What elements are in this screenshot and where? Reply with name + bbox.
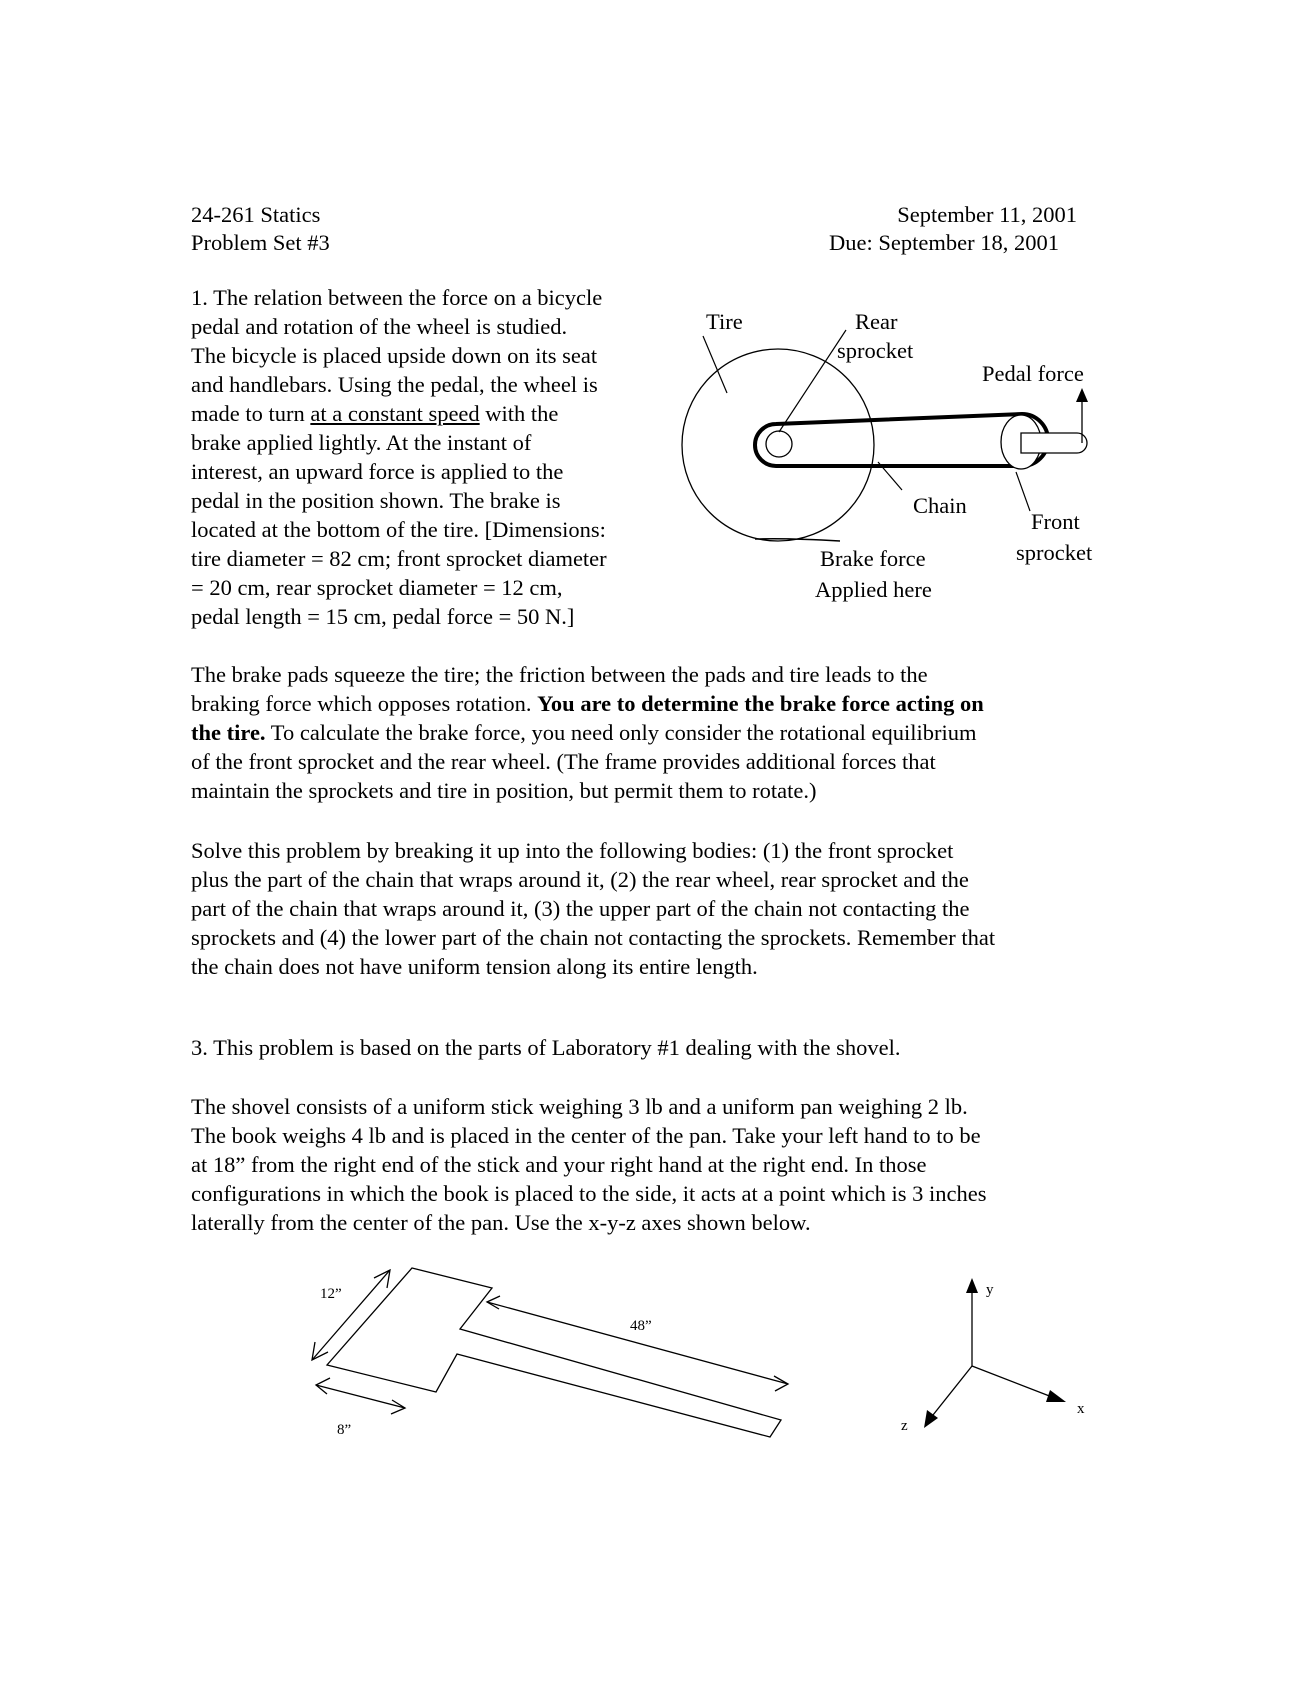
dim-12-line (312, 1270, 390, 1360)
brake-force-label: Brake force (820, 546, 926, 571)
problem-1-line: The bicycle is placed upside down on its seat (191, 343, 598, 368)
hint-line: sprockets and (4) the lower part of the chain not contacting the sprockets. Remember that (191, 925, 996, 950)
rear-sprocket-label: sprocket (837, 338, 914, 363)
dim-8-line (316, 1385, 405, 1408)
course-title: 24-261 Statics (191, 202, 321, 227)
hint-line: plus the part of the chain that wraps around it, (2) the rear wheel, rear sprocket and the (191, 867, 969, 892)
problem-3-line: laterally from the center of the pan. Use the x-y-z axes shown below. (191, 1210, 811, 1235)
problem-1-line: tire diameter = 82 cm; front sprocket diameter (191, 546, 607, 571)
instruction-line: The brake pads squeeze the tire; the friction between the pads and tire leads to the (191, 662, 928, 687)
line-text: To calculate the brake force, you need only consider the rotational equilibrium (265, 720, 977, 745)
dim-48-arrow-a (487, 1296, 500, 1309)
problem-1-line: pedal in the position shown. The brake is (191, 488, 561, 513)
bold-task: the tire. (191, 720, 266, 745)
line-text: with the (479, 401, 559, 426)
problem-1-line: pedal and rotation of the wheel is studied. (191, 314, 568, 339)
due-date: Due: September 18, 2001 (829, 230, 1059, 255)
front-sprocket-label: sprocket (1016, 540, 1093, 565)
x-axis (972, 1366, 1052, 1397)
dim-8-arrow-b (391, 1400, 405, 1414)
dim-48-arrow-b (774, 1376, 788, 1391)
problem-1-line: = 20 cm, rear sprocket diameter = 12 cm, (191, 575, 563, 600)
dim-48-line (487, 1302, 788, 1384)
problem-1-line: interest, an upward force is applied to the (191, 459, 564, 484)
hint-line: the chain does not have uniform tension along its entire length. (191, 954, 758, 979)
dim-48-label: 48” (630, 1318, 652, 1334)
problem-1-line: pedal length = 15 cm, pedal force = 50 N.] (191, 604, 575, 629)
bold-task: You are to determine the brake force acting on (537, 691, 984, 716)
dim-8-label: 8” (337, 1422, 352, 1438)
z-axis-arrowhead (924, 1410, 938, 1428)
x-axis-arrowhead (1046, 1390, 1066, 1402)
line-text: braking force which opposes rotation. (191, 691, 538, 716)
problem-3-intro: 3. This problem is based on the parts of Laboratory #1 dealing with the shovel. (191, 1035, 901, 1060)
pedal-force-label: Pedal force (982, 361, 1084, 386)
line-text: made to turn (191, 401, 311, 426)
problem-3-line: The book weighs 4 lb and is placed in the center of the pan. Take your left hand to to be (191, 1123, 981, 1148)
front-label: Front (1031, 509, 1080, 534)
hint-line: Solve this problem by breaking it up into the following bodies: (1) the front sprocket (191, 838, 954, 863)
hint-line: part of the chain that wraps around it, (3) the upper part of the chain not contacting the (191, 896, 970, 921)
x-axis-label: x (1077, 1401, 1085, 1417)
problem-3-line: configurations in which the book is placed to the side, it acts at a point which is 3 inches (191, 1181, 987, 1206)
problem-3-line: at 18” from the right end of the stick and your right hand at the right end. In those (191, 1152, 927, 1177)
underlined-phrase: at a constant speed (310, 401, 480, 426)
problem-1-line: located at the bottom of the tire. [Dimensions: (191, 517, 606, 542)
problem-3-line: The shovel consists of a uniform stick weighing 3 lb and a uniform pan weighing 2 lb. (191, 1094, 968, 1119)
chain-label: Chain (913, 493, 967, 518)
problem-1-line: 1. The relation between the force on a bicycle (191, 285, 603, 310)
instruction-line: maintain the sprockets and tire in position, but permit them to rotate.) (191, 778, 817, 803)
tire-label: Tire (706, 309, 743, 334)
problem-set-label: Problem Set #3 (191, 230, 330, 255)
rear-label: Rear (855, 309, 898, 334)
problem-1-line: and handlebars. Using the pedal, the wheel is (191, 372, 598, 397)
dim-8-arrow-a (316, 1378, 330, 1394)
z-axis (933, 1366, 972, 1415)
problem-1-line: brake applied lightly. At the instant of (191, 430, 532, 455)
applied-here-label: Applied here (815, 577, 932, 602)
issue-date: September 11, 2001 (897, 202, 1077, 227)
instruction-line: of the front sprocket and the rear wheel. (The frame provides additional forces that (191, 749, 936, 774)
y-axis-label: y (986, 1282, 994, 1298)
dim-12-label: 12” (320, 1286, 342, 1302)
z-axis-label: z (901, 1418, 908, 1434)
y-axis-arrowhead (966, 1278, 978, 1293)
